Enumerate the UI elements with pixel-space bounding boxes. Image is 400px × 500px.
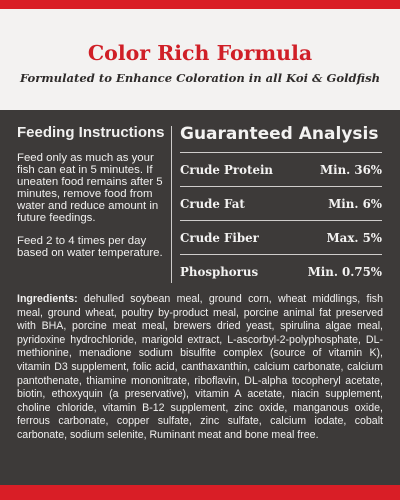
- feeding-paragraph: Feed 2 to 4 times per day based on water temperature.: [17, 235, 163, 259]
- nutrient-value: Min. 36%: [320, 162, 382, 177]
- feeding-instructions-title: Feeding Instructions: [17, 124, 165, 141]
- nutrient-name: Crude Fat: [180, 196, 245, 211]
- product-title: Color Rich Formula: [87, 41, 313, 65]
- nutrient-value: Min. 6%: [328, 196, 382, 211]
- analysis-row: [180, 254, 382, 288]
- header-panel: [0, 9, 400, 110]
- bottom-accent-bar: [0, 485, 400, 500]
- nutrient-name: Phosphorus: [180, 264, 259, 279]
- nutrient-value: Min. 0.75%: [307, 264, 382, 279]
- ingredients-list: [17, 293, 383, 443]
- nutrient-name: Crude Fiber: [180, 230, 259, 245]
- product-subtitle: Formulated to Enhance Coloration in all Koi & Goldfish: [19, 71, 381, 85]
- ingredients-label: Ingredients:: [17, 293, 78, 305]
- analysis-row: [180, 220, 382, 254]
- guaranteed-analysis-title: Guaranteed Analysis: [180, 124, 379, 144]
- guaranteed-analysis-section: [180, 124, 382, 279]
- ingredients-text: dehulled soybean meal, ground corn, wheat middlings, fish meal, ground wheat, poultry by-product meal, porcine animal fat preserved with BHA, porcine meat meal, brewers dried yeast, spirulina algae meal, pyridoxine hydrochloride, marigold extract, L-ascorbyl-2-polyphosphate, DL-methionine, menadione sodium bisulfite complex (source of vitamin K), vitamin D3 supplement, folic acid, canthaxanthin, calcium carbonate, calcium pantothenate, thiamine mononitrate, riboflavin, DL-alpha tocopheryl acetate, biotin, ethoxyquin (a preservative), vitamin A acetate, niacin supplement, choline chloride, vitamin B-12 supplement, zinc oxide, manganous oxide, ferrous carbonate, copper sulfate, zinc sulfate, calcium iodate, cobalt carbonate, sodium selenite, Ruminant meat and bone meal free.: [17, 293, 383, 441]
- analysis-row: [180, 186, 382, 220]
- nutrient-value: Max. 5%: [326, 230, 382, 245]
- top-accent-bar: [0, 0, 400, 9]
- feeding-paragraph: Feed only as much as your fish can eat in 5 minutes. If uneaten food remains after 5 minutes, remove food from water and reduce amount in future feedings.: [17, 152, 163, 224]
- section-divider: [171, 126, 172, 283]
- analysis-row: [180, 152, 382, 186]
- nutrient-name: Crude Protein: [180, 162, 274, 177]
- analysis-table: [180, 152, 382, 288]
- feeding-instructions-section: [17, 124, 167, 270]
